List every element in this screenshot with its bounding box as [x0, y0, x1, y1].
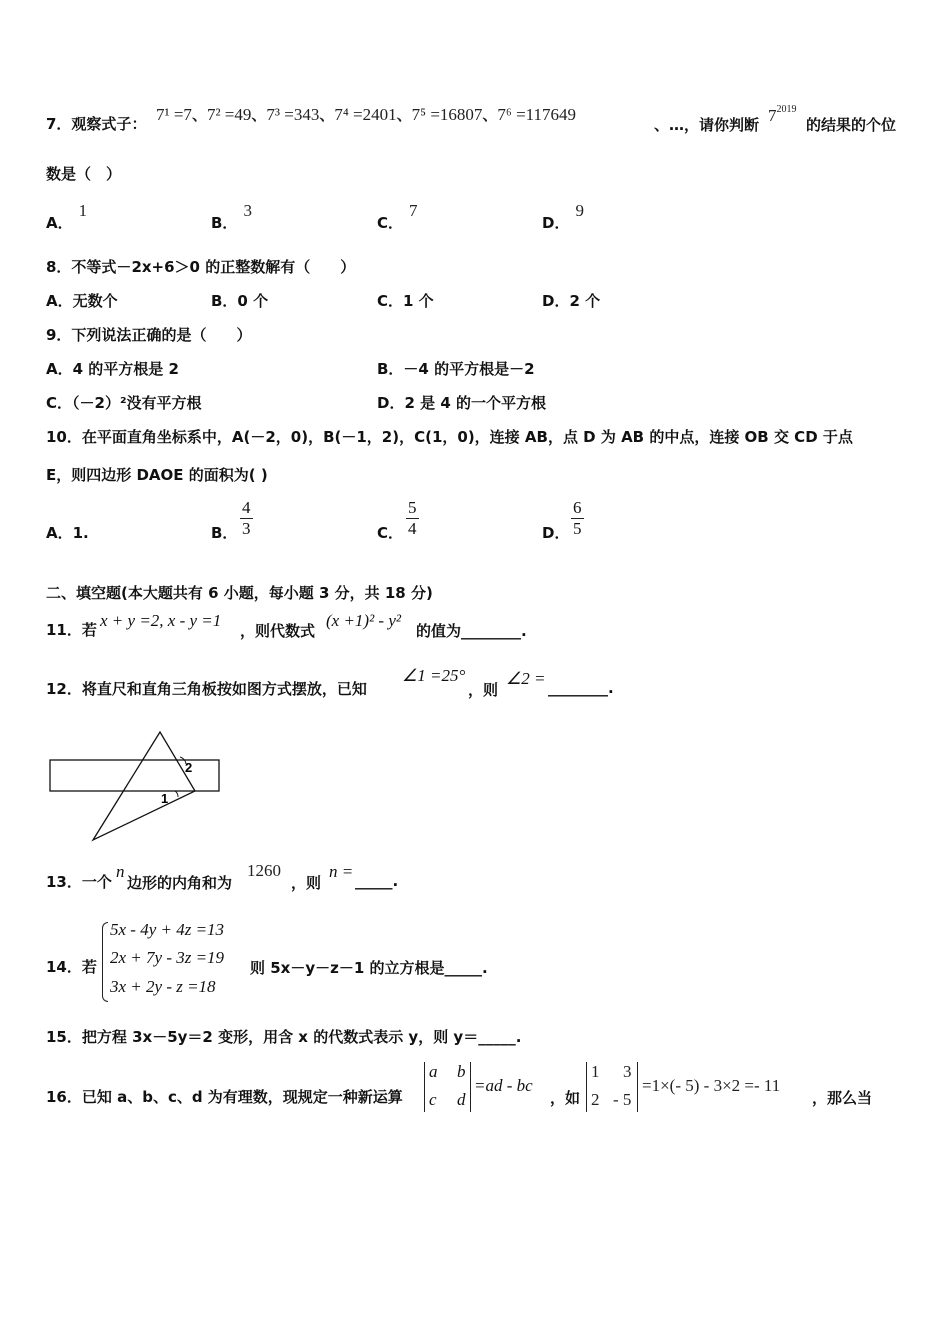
q16-det-example: 1 3 2 - 5 [586, 1062, 638, 1112]
q13-then: ，则 [291, 874, 322, 892]
q8-option-c[interactable]: C．1 个 [377, 292, 434, 310]
triangle-shape [93, 732, 195, 840]
q14-suffix: 则 5x－y－z－1 的立方根是_____. [250, 959, 488, 977]
q7-option-c[interactable]: C．7 [377, 201, 418, 232]
q7-tail: 、…，请你判断 [654, 116, 760, 134]
q13-sum: 1260 [247, 861, 281, 880]
q16-middle: ，如 [550, 1089, 581, 1107]
q7-option-b[interactable]: B．3 [211, 201, 252, 232]
q12-figure [40, 725, 240, 850]
q11-suffix: 的值为________. [416, 622, 527, 640]
q12-prefix: 12．将直尺和直角三角板按如图方式摆放，已知 [46, 680, 367, 698]
q7-power: $7^{2019}$ [768, 104, 797, 125]
q7-term: 7⁵ =16807 [411, 105, 483, 124]
q7-term: 7¹ =7 [156, 105, 192, 124]
q7-line1 [46, 114, 146, 134]
q14-brace [102, 922, 108, 1002]
q14-prefix: 14．若 [46, 958, 97, 976]
section2-title: 二、填空题(本大题共有 6 小题，每小题 3 分，共 18 分) [46, 584, 433, 602]
q9-option-c[interactable]: C．（－2）²没有平方根 [46, 394, 202, 412]
q7-prefix: 7．观察式子： [46, 115, 147, 133]
q16-det-definition: a b c d [424, 1062, 471, 1112]
q11-prefix: 11．若 [46, 621, 97, 639]
q16-suffix: ，那么当 [812, 1089, 873, 1107]
q16-prefix: 16．已知 a、b、c、d 为有理数，现规定一种新运算 [46, 1088, 403, 1106]
q12-blank: ________. [548, 679, 614, 697]
q7-term: 7⁴ =2401 [334, 105, 397, 124]
q7-term: 7² =49 [206, 105, 252, 124]
q7-term: 7⁶ =117649 [497, 105, 577, 124]
q7-powers: 7¹ =7、7² =49、7³ =343、7⁴ =2401、7⁵ =16807、7⁶ =117649 [156, 105, 577, 124]
q13-blank: _____. [355, 872, 399, 890]
q7-options [46, 200, 846, 232]
q7-power-exp: 2019 [776, 104, 797, 115]
q7-line2: 数是（ ） [46, 165, 122, 183]
q7-suffix: 的结果的个位 [806, 116, 897, 134]
q10-option-d-fraction: $\frac{6}{5}$ [573, 498, 582, 538]
q13-middle: 边形的内角和为 [127, 874, 233, 892]
ruler-shape [50, 760, 219, 791]
q10-option-b-fraction: $\frac{4}{3}$ [242, 498, 251, 538]
q13-prefix: 13．一个 [46, 873, 112, 891]
q8-option-b[interactable]: B．0 个 [211, 292, 269, 310]
q11-expression: (x +1)² - y² [326, 611, 401, 630]
q11-condition: x + y =2, x - y =1 [100, 611, 222, 630]
q7-option-d[interactable]: D．9 [542, 201, 584, 232]
angle-2-label: 2 [185, 760, 193, 775]
q16-definition: =ad - bc [474, 1076, 533, 1095]
q12-ask: ∠2 = [506, 669, 546, 688]
q8-stem: 8．不等式－2x+6＞0 的正整数解有（ ） [46, 258, 356, 276]
q10-option-b[interactable]: B． [211, 524, 238, 542]
q12-given: ∠1 =25° [402, 666, 466, 685]
q14-eq3: 3x + 2y - z =18 [110, 977, 216, 996]
q13-ask: n = [329, 862, 354, 881]
q9-option-b[interactable]: B．－4 的平方根是－2 [377, 360, 535, 378]
q16-example: =1×(- 5) - 3×2 =- 11 [642, 1076, 781, 1095]
q15-text: 15．把方程 3x－5y＝2 变形，用含 x 的代数式表示 y，则 y＝_____. [46, 1028, 522, 1046]
q9-option-d[interactable]: D．2 是 4 的一个平方根 [377, 394, 546, 412]
q7-option-a[interactable]: A．1 [46, 201, 88, 232]
q14-eq1: 5x - 4y + 4z =13 [110, 920, 225, 939]
q8-option-d[interactable]: D．2 个 [542, 292, 601, 310]
q10-option-a[interactable]: A．1. [46, 524, 89, 542]
q13-n: n [116, 862, 125, 881]
q14-eq2: 2x + 7y - 3z =19 [110, 948, 225, 967]
q10-line2: E，则四边形 DAOE 的面积为( ) [46, 466, 268, 484]
q10-option-c[interactable]: C． [377, 524, 404, 542]
q12-middle: ，则 [468, 681, 499, 699]
q9-stem: 9．下列说法正确的是（ ） [46, 326, 252, 344]
angle-1-arc [175, 791, 178, 797]
q8-option-a[interactable]: A．无数个 [46, 292, 118, 310]
angle-1-label: 1 [161, 791, 169, 806]
q9-option-a[interactable]: A．4 的平方根是 2 [46, 360, 179, 378]
q11-middle: ，则代数式 [240, 622, 316, 640]
q7-term: 7³ =343 [266, 105, 320, 124]
q10-option-c-fraction: $\frac{5}{4}$ [408, 498, 417, 538]
q10-line1: 10．在平面直角坐标系中，A(－2，0)，B(－1，2)，C(1，0)，连接 AB，点 D 为 AB 的中点，连接 OB 交 CD 于点 [46, 428, 853, 446]
q10-option-d[interactable]: D． [542, 524, 570, 542]
